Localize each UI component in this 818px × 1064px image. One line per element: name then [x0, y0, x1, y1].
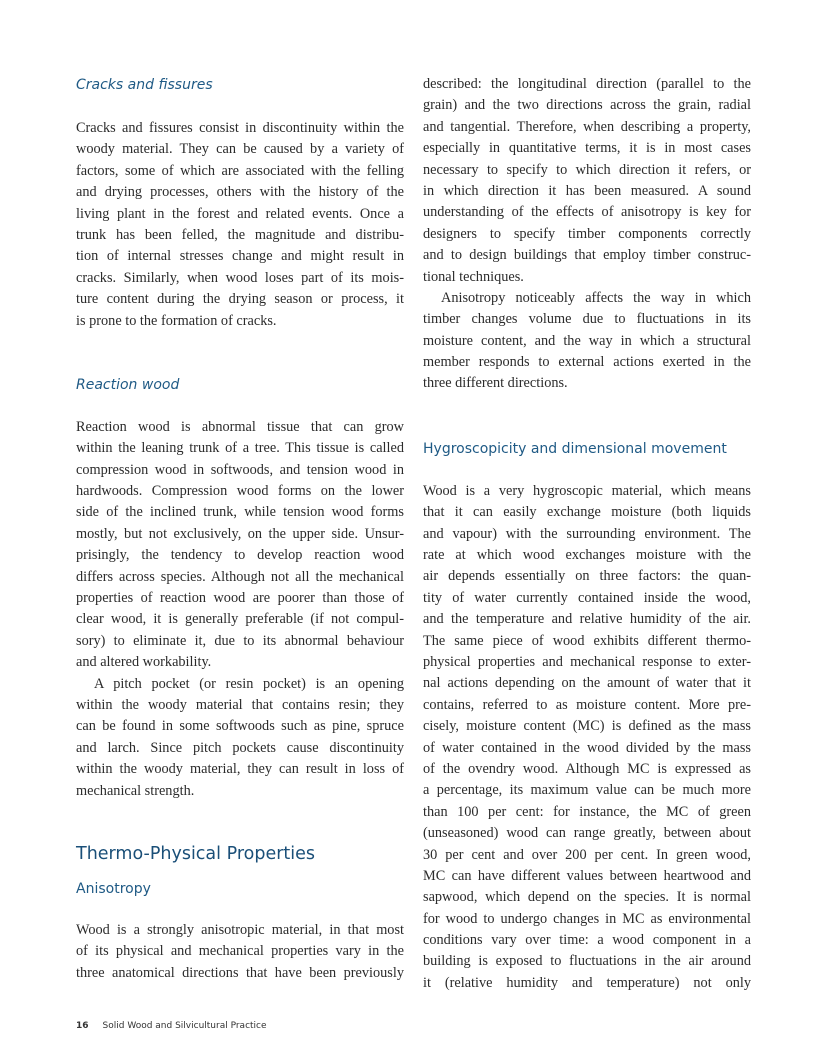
text-line: and larch. Since pitch pockets cause discontinuity — [76, 739, 404, 756]
text-line: building is exposed to fluctuations in the air around — [423, 953, 751, 970]
text-line: and altered workability. — [76, 654, 212, 671]
text-line: and to design buildings that employ timber construc- — [423, 247, 751, 264]
text-line: of water contained in the wood divided by the mass — [423, 739, 751, 756]
text-line: understanding of the effects of anisotropy is key for — [423, 204, 751, 221]
text-line: is prone to the formation of cracks. — [76, 312, 277, 329]
text-line: three anatomical directions that have been previously — [76, 964, 404, 981]
paragraph-hygroscopicity — [423, 481, 751, 994]
text-line: within the leaning trunk of a tree. This tissue is called — [76, 440, 404, 457]
text-line: mechanical strength. — [76, 782, 195, 799]
paragraph-anisotropy-continued — [423, 74, 751, 288]
text-line: mostly, but not exclusively, on the upper side. Unsur- — [76, 525, 404, 542]
text-line: hardwoods. Compression wood forms on the lower — [76, 483, 404, 500]
paragraph-cracks — [76, 118, 404, 332]
section-heading-thermo-physical-properties: Thermo-Physical Properties — [76, 843, 316, 864]
subheading-cracks-and-fissures: Cracks and fissures — [76, 77, 213, 93]
paragraph-anisotropy — [76, 920, 404, 984]
text-line: of its physical and mechanical properties vary in the — [76, 943, 404, 960]
text-line: moisture content, and the way in which a structural — [423, 332, 751, 349]
text-line: MC can have different values between heartwood and — [423, 867, 751, 884]
text-line: tion of internal stresses change and might result in — [76, 248, 404, 265]
text-line: properties of reaction wood are poorer than those of — [76, 590, 404, 607]
text-line: especially in quantitative terms, it is in most cases — [423, 140, 751, 157]
text-line: woody material. They can be caused by a variety of — [76, 141, 404, 158]
text-line: contains, referred to as moisture content. More pre- — [423, 696, 751, 713]
text-line: within the woody material, they can result in loss of — [76, 761, 404, 778]
page-number: 16 — [76, 1021, 89, 1031]
text-line: compression wood in softwoods, and tension wood in — [76, 461, 404, 478]
text-line: rate at which wood exchanges moisture with the — [423, 547, 751, 564]
paragraph-reaction-wood — [76, 417, 404, 674]
text-line: Anisotropy noticeably affects the way in which — [441, 289, 751, 306]
text-line: differs across species. Although not all the mechanical — [76, 568, 404, 585]
text-line: can be found in some softwoods such as pine, spruce — [76, 718, 404, 735]
text-line: of the ovendry wood. Although MC is expressed as — [423, 760, 751, 777]
text-line: it (relative humidity and temperature) not only — [423, 974, 751, 991]
text-line: cisely, moisture content (MC) is defined as the mass — [423, 718, 751, 735]
text-line: 30 per cent and over 200 per cent. In green wood, — [423, 846, 751, 863]
text-line: timber changes volume due to fluctuations in its — [423, 311, 751, 328]
text-line: air depends essentially on three factors: the quan- — [423, 568, 751, 585]
text-line: necessary to specify to which direction it refers, or — [423, 161, 751, 178]
text-line: within the woody material that contains resin; they — [76, 696, 404, 713]
right-column — [423, 74, 751, 994]
text-line: side of the inclined trunk, while tension wood forms — [76, 504, 404, 521]
text-line: in which direction it has been measured. A sound — [423, 182, 751, 199]
subheading-hygroscopicity: Hygroscopicity and dimensional movement — [423, 440, 727, 457]
text-line: physical properties and mechanical response to exter- — [423, 653, 751, 670]
text-line: designers to specify timber components correctly — [423, 225, 751, 242]
text-line: and vapour) with the surrounding environment. The — [423, 525, 751, 542]
text-line: trunk has been felled, the magnitude and distribu- — [76, 226, 404, 243]
text-line: Reaction wood is abnormal tissue that can grow — [76, 418, 404, 435]
text-line: (unseasoned) wood can range greatly, between about — [423, 825, 751, 842]
text-line: Wood is a strongly anisotropic material, in that most — [76, 921, 404, 938]
text-line: three different directions. — [423, 375, 568, 392]
text-line: ture content during the drying season or process, it — [76, 291, 404, 308]
text-line: and tangential. Therefore, when describing a property, — [423, 118, 751, 135]
text-line: tional techniques. — [423, 268, 524, 285]
subheading-anisotropy: Anisotropy — [76, 880, 151, 897]
subheading-reaction-wood: Reaction wood — [76, 376, 180, 393]
text-line: grain) and the two directions across the grain, radial — [423, 97, 751, 114]
text-line: member responds to external actions exerted in the — [423, 354, 751, 371]
text-line: A pitch pocket (or resin pocket) is an opening — [94, 675, 404, 692]
text-line: tity of water currently contained inside the wood, — [423, 589, 751, 606]
text-line: Wood is a very hygroscopic material, which means — [423, 482, 751, 499]
text-line: factors, some of which are associated with the felling — [76, 162, 404, 179]
text-line: sapwood, which depend on the species. It is normal — [423, 889, 751, 906]
text-line: Cracks and fissures consist in discontinuity within the — [76, 120, 404, 136]
text-line: that it can easily exchange moisture (both liquids — [423, 504, 751, 521]
left-column — [76, 74, 404, 984]
text-line: prisingly, the tendency to develop reaction wood — [76, 547, 404, 564]
text-line: cracks. Similarly, when wood loses part of its mois- — [76, 269, 404, 286]
page-footer — [76, 1021, 267, 1031]
paragraph-anisotropy-effects — [423, 288, 751, 395]
text-line: a percentage, its maximum value can be much more — [423, 782, 751, 799]
text-line: nal actions depending on the amount of water that it — [423, 675, 751, 692]
text-line: for wood to undergo changes in MC as environmental — [423, 910, 751, 927]
running-title: Solid Wood and Silvicultural Practice — [102, 1021, 267, 1031]
text-line: clear wood, it is generally preferable (if not compul- — [76, 611, 404, 628]
paragraph-pitch-pocket — [76, 674, 404, 802]
text-line: conditions vary over time: a wood component in a — [423, 932, 751, 949]
text-line: living plant in the forest and related events. Once a — [76, 205, 404, 222]
text-line: than 100 per cent: for instance, the MC of green — [423, 803, 751, 820]
text-line: described: the longitudinal direction (parallel to the — [423, 76, 751, 92]
text-line: and drying processes, others with the history of the — [76, 184, 404, 201]
text-line: sory) to eliminate it, due to its abnormal behaviour — [76, 632, 404, 649]
text-line: and the temperature and relative humidity of the air. — [423, 611, 751, 628]
text-line: The same piece of wood exhibits different thermo- — [423, 632, 751, 649]
